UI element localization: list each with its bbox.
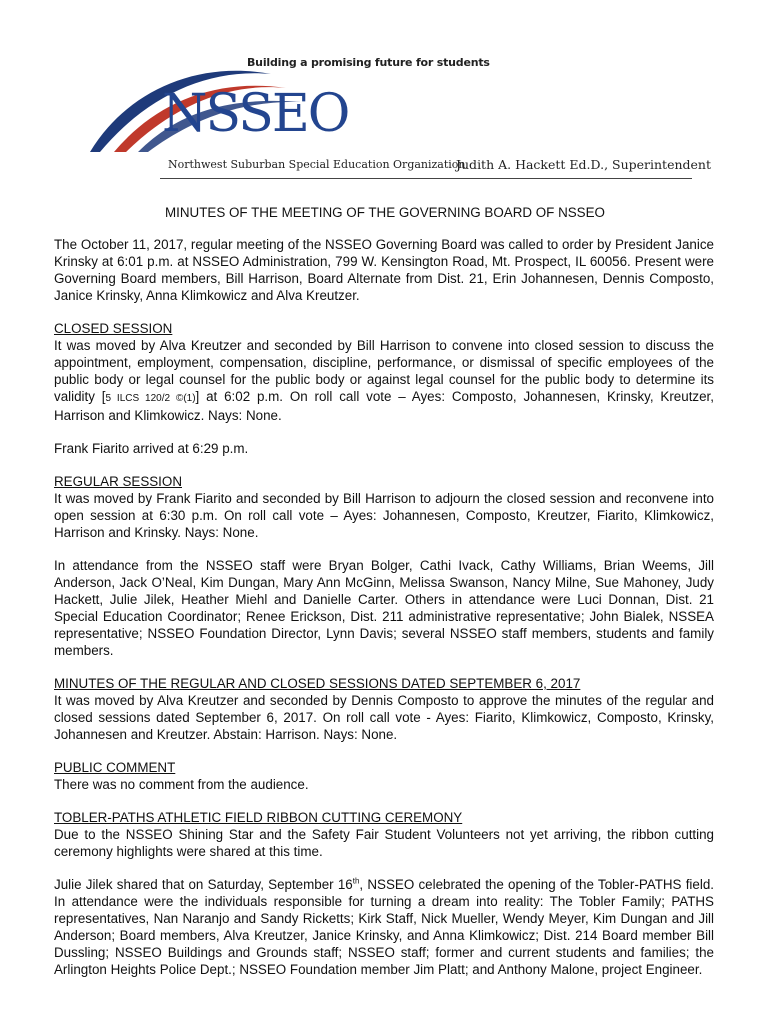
closed-session-section: [54, 320, 714, 424]
minutes-approval-section: [54, 675, 714, 743]
minutes-approval-text: It was moved by Alva Kreutzer and seconded by Dennis Composto to approve the minutes of the regular and closed sessions dated September 6, 2017. On roll call vote - Ayes: Fiarito, Klimkowicz, Composto, Krinsky, Johannesen and Kreutzer. Abstain: Harrison. Nays: None.: [54, 693, 714, 742]
closed-session-text-b: ] at 6:02 p.m. On roll call vote – Ayes: Composto, Johannesen, Krinsky, Kreutzer, Harrison and Klimkowicz. Nays: None.: [54, 389, 714, 423]
attendance-paragraph: In attendance from the NSSEO staff were Bryan Bolger, Cathi Ivack, Cathy Williams, Brian Weems, Jill Anderson, Jack O’Neal, Kim Dungan, Mary Ann McGinn, Melissa Swanson, Nancy Milne, Sue Mahoney, Judy Hackett, Julie Jilek, Heather Miehl and Danielle Carter. Others in attendance were Luci Donnan, Dist. 21 Special Education Coordinator; Renee Erickson, Dist. 211 administrative representative; John Bialek, NSSEA representative; NSSEO Foundation Director, Lynn Davis; several NSSEO staff members, students and family members.: [54, 558, 714, 658]
letterhead-divider: [160, 178, 692, 179]
ribbon-cutting-section: [54, 809, 714, 860]
letterhead: [0, 40, 770, 190]
closed-session-text-a: It was moved by Alva Kreutzer and seconded by Bill Harrison to convene into closed session to discuss the appointment, employment, compensation, discipline, performance, or dismissal of specific employees of the public body or legal counsel for the public body or against legal counsel for the public body to determine its validity [: [54, 338, 714, 404]
ribbon-cutting-heading: TOBLER-PATHS ATHLETIC FIELD RIBBON CUTTING CEREMONY: [54, 810, 463, 825]
regular-session-section: [54, 473, 714, 541]
public-comment-heading: PUBLIC COMMENT: [54, 760, 176, 775]
minutes-approval-heading: MINUTES OF THE REGULAR AND CLOSED SESSIONS DATED SEPTEMBER 6, 2017: [54, 676, 581, 691]
ribbon-cutting-text: Due to the NSSEO Shining Star and the Safety Fair Student Volunteers not yet arriving, the ribbon cutting ceremony highlights were shared at this time.: [54, 827, 714, 859]
jilek-text-a: Julie Jilek shared that on Saturday, September 16: [54, 877, 353, 892]
document-body: [54, 236, 714, 994]
closed-session-heading: CLOSED SESSION: [54, 321, 173, 336]
statute-citation: 5 ILCS 120/2 ©(1): [105, 393, 196, 404]
regular-session-heading: REGULAR SESSION: [54, 474, 182, 489]
jilek-text-b: , NSSEO celebrated the opening of the Tobler-PATHS field. In attendance were the individuals responsible for turning a dream into reality: The Tobler Family; PATHS representatives, Nan Naranjo and Sandy Ricketts; Kirk Staff, Nick Mueller, Wendy Meyer, Kim Dungan and Jill Anderson; Board members, Alva Kreutzer, Janice Krinsky, and Anna Klimkowicz; Dist. 214 Board member Bill Dussling; NSSEO Buildings and Grounds staff; NSSEO staff; former and current students and families; the Arlington Heights Police Dept.; NSSEO Foundation member Jim Platt; and Anthony Malone, project Engineer.: [54, 877, 714, 977]
public-comment-text: There was no comment from the audience.: [54, 777, 309, 792]
arrival-note: Frank Fiarito arrived at 6:29 p.m.: [54, 441, 249, 456]
intro-paragraph: The October 11, 2017, regular meeting of the NSSEO Governing Board was called to order by President Janice Krinsky at 6:01 p.m. at NSSEO Administration, 799 W. Kensington Road, Mt. Prospect, IL 60056. Present were Governing Board members, Bill Harrison, Board Alternate from Dist. 21, Erin Johannesen, Dennis Composto, Janice Krinsky, Anna Klimkowicz and Alva Kreutzer.: [54, 237, 714, 303]
public-comment-section: [54, 759, 714, 793]
tagline: Building a promising future for students: [247, 56, 490, 69]
brand-wordmark: NSSEO: [162, 84, 349, 144]
jilek-paragraph: [54, 876, 714, 978]
regular-session-text: It was moved by Frank Fiarito and seconded by Bill Harrison to adjourn the closed session and reconvene into open session at 6:30 p.m. On roll call vote – Ayes: Johannesen, Composto, Kreutzer, Fiarito, Klimkowicz, Harrison and Krinsky. Nays: None.: [54, 491, 714, 540]
ordinal-suffix: th: [352, 876, 360, 886]
superintendent-name: Judith A. Hackett Ed.D., Superintendent: [456, 157, 712, 172]
org-name: Northwest Suburban Special Education Organization: [168, 158, 466, 171]
document-title: MINUTES OF THE MEETING OF THE GOVERNING BOARD OF NSSEO: [165, 205, 605, 220]
